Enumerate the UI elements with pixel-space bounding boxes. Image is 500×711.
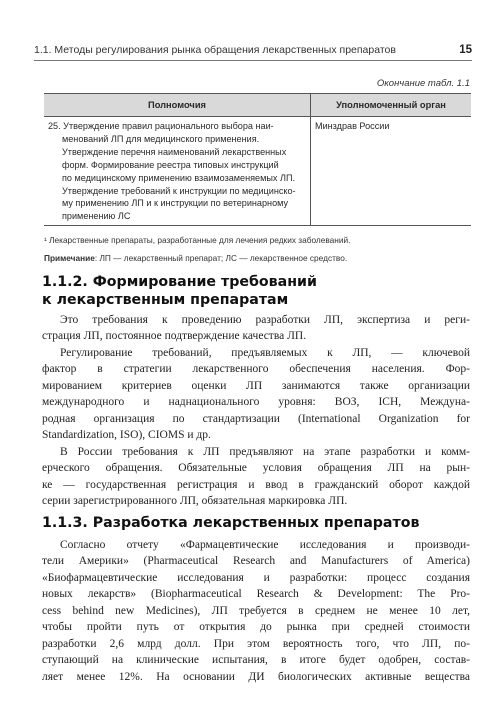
cell-line: форм. Формирование реестра типовых инструкций bbox=[62, 159, 279, 170]
paragraph-line: Standardization, ISO), CIOMS и др. bbox=[42, 429, 211, 441]
paragraph-line: ступающий на клинические испытания, в итоге будет одобрен, состав- bbox=[42, 654, 470, 666]
paragraph-line: Это требования к проведению разработки ЛП, экспертиза и реги- bbox=[60, 314, 470, 326]
table-footnote: ¹ Лекарственные препараты, разработанные для лечения редких заболеваний. bbox=[44, 235, 351, 245]
section-heading-1-1-2-line2: к лекарственным препаратам bbox=[42, 292, 289, 308]
page-number: 15 bbox=[459, 44, 472, 56]
cell-line: 25. Утверждение правил рационального выбора наи- bbox=[48, 121, 274, 131]
paragraph-line: cess behind new Medicines), ЛП требуется в среднем не менее 10 лет, bbox=[42, 605, 470, 617]
paragraph-line: разработки 2,6 млрд долл. При этом вероятность того, что ЛП, по- bbox=[42, 638, 470, 650]
cell-line: му применению ЛП и к инструкции по ветеринарному bbox=[62, 198, 289, 209]
paragraph-line: чтобы пройти путь от открытия до рынка при средней стоимости bbox=[42, 621, 470, 633]
cell-line: Утверждение перечня наименований лекарственных bbox=[62, 146, 287, 157]
table-row bbox=[44, 117, 471, 226]
section-heading-1-1-3: 1.1.3. Разработка лекарственных препаратов bbox=[42, 515, 420, 531]
cell-line: по медицинскому применению взаимозаменяемых ЛП. bbox=[62, 172, 296, 183]
paragraph-line: тели Америки» (Pharmaceutical Research and Manufacturers of America) bbox=[42, 555, 470, 567]
paragraph-line: международного и наднационального уровня: ВОЗ, ICH, Междуна- bbox=[42, 396, 470, 408]
paragraph-line: страция ЛП, постоянное подтверждение качества ЛП. bbox=[42, 330, 307, 342]
authority-cell: Минздрав России bbox=[311, 117, 472, 226]
powers-table bbox=[44, 93, 471, 226]
paragraph-line: «Биофармацевтические исследования и разработки: процесс создания bbox=[42, 572, 470, 584]
section-heading-1-1-2: 1.1.2. Формирование требований bbox=[42, 274, 317, 290]
paragraph-line: серии зарегистрированного ЛП, обязательная маркировка ЛП. bbox=[42, 495, 348, 507]
paragraph-line: ке — государственная регистрация и ввод в гражданский оборот каждой bbox=[42, 479, 470, 491]
note-label: Примечание bbox=[44, 253, 95, 263]
paragraph-line: новых лекарств» (Biopharmaceutical Research & Development: The Pro- bbox=[42, 588, 470, 600]
cell-line: применению ЛС bbox=[62, 211, 131, 222]
paragraph-line: родная организация по стандартизации (International Organization for bbox=[42, 413, 470, 425]
table-header-row bbox=[44, 94, 471, 117]
paragraph-line: мированием критериев оценки ЛП занимаются также организации bbox=[42, 380, 470, 392]
running-head bbox=[34, 44, 472, 56]
paragraph-line: ляет менее 12%. На основании ДИ биологических активные вещества bbox=[42, 671, 470, 683]
table-note bbox=[44, 253, 347, 263]
paragraph-line: Согласно отчету «Фармацевтические исследования и производи- bbox=[60, 539, 470, 551]
table-caption: Окончание табл. 1.1 bbox=[376, 78, 470, 89]
paragraph-line: ерческого обращения. Обязательные условия обращения ЛП на рын- bbox=[42, 462, 470, 474]
powers-cell bbox=[44, 117, 311, 226]
note-text: : ЛП — лекарственный препарат; ЛС — лекарственное средство. bbox=[94, 253, 348, 263]
running-head-title: 1.1. Методы регулирования рынка обращения лекарственных препаратов bbox=[34, 44, 396, 56]
header-rule bbox=[34, 60, 472, 61]
column-header-powers: Полномочия bbox=[44, 94, 311, 117]
cell-line: Утверждение требований к инструкции по медицинско- bbox=[62, 185, 296, 196]
paragraph-line: Регулирование требований, предъявляемых к ЛП, — ключевой bbox=[60, 347, 470, 359]
cell-line: менований ЛП для медицинского применения. bbox=[62, 133, 260, 144]
column-header-authority: Уполномоченный орган bbox=[311, 94, 472, 117]
paragraph-line: фактор в стратегии лекарственного обеспечения населения. Фор- bbox=[42, 363, 470, 375]
paragraph-line: В России требования к ЛП предъявляют на этапе разработки и комм- bbox=[60, 446, 470, 458]
